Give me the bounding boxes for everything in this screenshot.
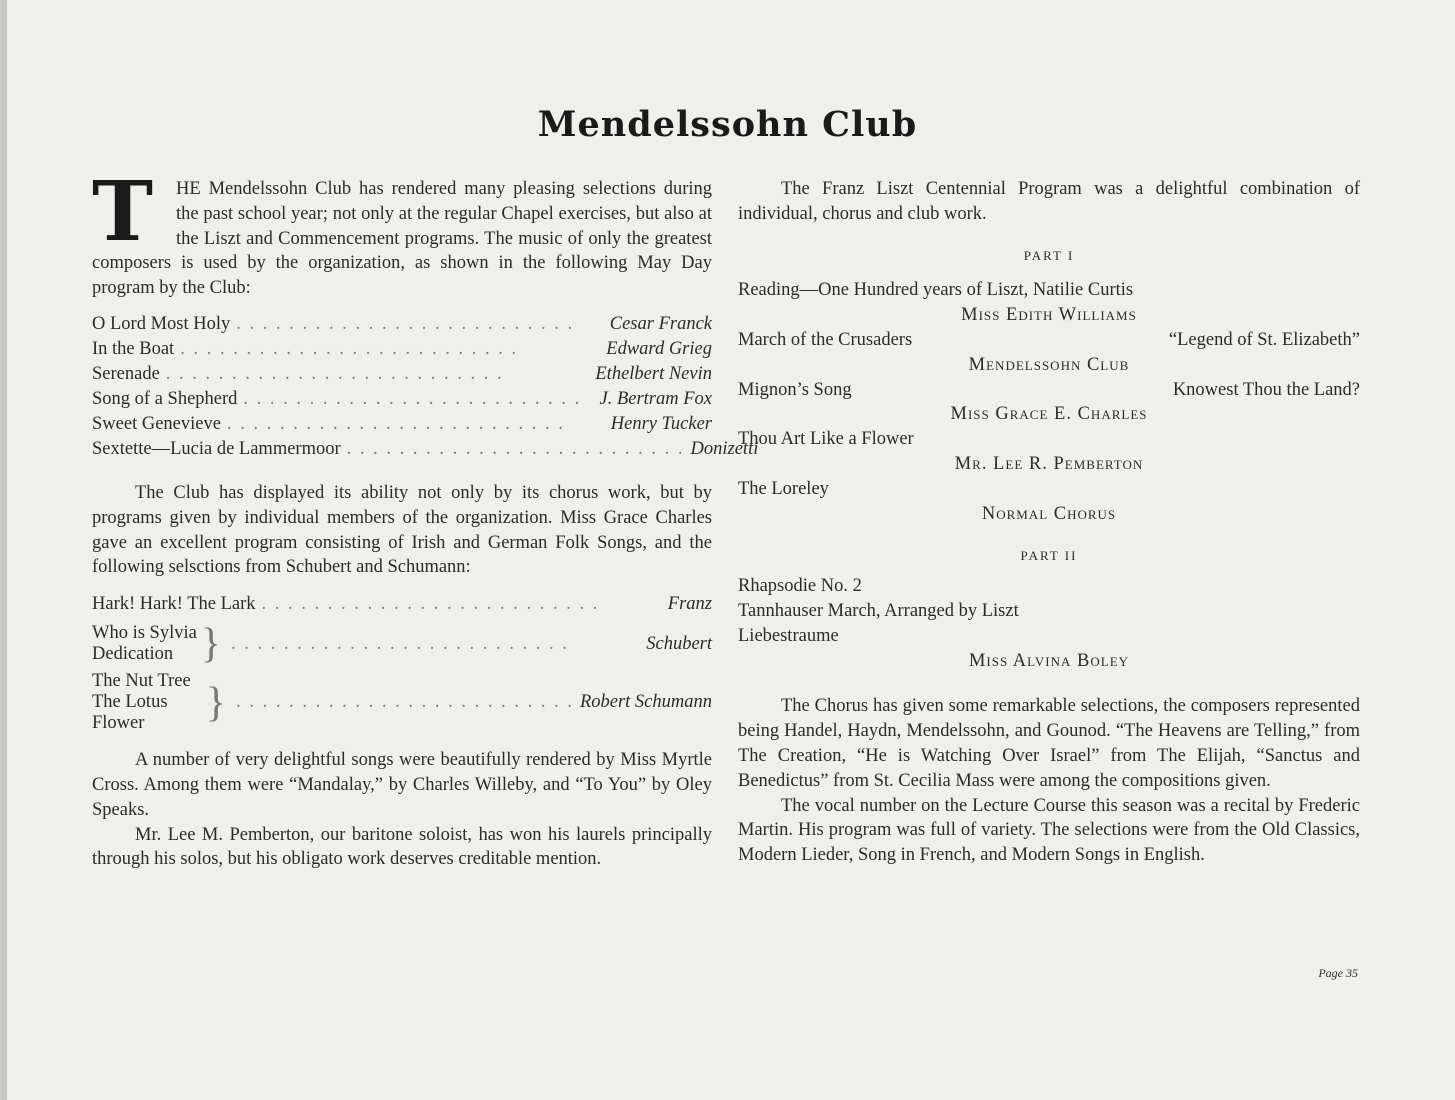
composer: Schubert bbox=[646, 633, 712, 654]
leader-dots: . . . . . . . . . . . . . . . . . . . . . . . . . . bbox=[243, 388, 582, 409]
part1-program bbox=[738, 278, 1360, 526]
program-item bbox=[738, 328, 1360, 353]
may-day-program bbox=[92, 312, 759, 462]
song-title: O Lord Most Holy bbox=[92, 313, 231, 334]
leader-dots: . . . . . . . . . . . . . . . . . . . . . . . . . . bbox=[180, 338, 519, 359]
piece-title: March of the Crusaders bbox=[738, 329, 913, 350]
song-title: Who is Sylvia bbox=[92, 623, 197, 644]
chorus-paragraph: The Chorus has given some remarkable selections, the composers represented being Handel, Haydn, Mendelssohn, and Gounod. “The Heavens are Telling,” from The Creation, “He is Watching Over Israel” from The Elijah, “Sanctus and Benedictus” from St. Cecilia Mass were among the compositions given. bbox=[738, 696, 1360, 791]
myrtle-cross-paragraph: A number of very delightful songs were beautifully rendered by Miss Myrtle Cross. Among them were “Mandalay,” by Charles Willeby, and “To You” by Oley Speaks. bbox=[92, 750, 712, 820]
leader-dots: . . . . . . . . . . . . . . . . . . . . . . . . . . bbox=[346, 438, 685, 459]
program-row bbox=[92, 412, 712, 437]
piece-title: Mignon’s Song bbox=[738, 379, 852, 400]
song-title: Sweet Genevieve bbox=[92, 413, 221, 434]
song-title: Song of a Shepherd bbox=[92, 388, 238, 409]
leader-dots: . . . . . . . . . . . . . . . . . . . . . . . . . . bbox=[236, 313, 575, 334]
performer: Miss Edith Williams bbox=[961, 305, 1137, 326]
song-title: Sextette—Lucia de Lammermoor bbox=[92, 438, 341, 459]
piece-source: “Legend of St. Elizabeth” bbox=[1168, 329, 1360, 350]
song-title: Hark! Hark! The Lark bbox=[92, 594, 256, 615]
composer: Cesar Franck bbox=[609, 313, 712, 334]
leader-dots: . . . . . . . . . . . . . . . . . . . . . . . . . . bbox=[231, 633, 569, 654]
piece-subtitle: Knowest Thou the Land? bbox=[1172, 379, 1360, 400]
vocal-paragraph: The vocal number on the Lecture Course this season was a recital by Frederic Martin. His program was full of variety. The selections were from the Old Classics, Modern Lieder, Song in French, and Modern Songs in English. bbox=[738, 795, 1360, 866]
program-item: Reading—One Hundred years of Liszt, Natilie Curtis bbox=[738, 280, 1134, 301]
leader-dots: . . . . . . . . . . . . . . . . . . . . . . . . . . bbox=[236, 692, 574, 713]
performer: Miss Grace E. Charles bbox=[950, 404, 1148, 425]
leader-dots: . . . . . . . . . . . . . . . . . . . . . . . . . . bbox=[226, 413, 565, 434]
composer: Edward Grieg bbox=[606, 338, 712, 359]
composer: Henry Tucker bbox=[610, 413, 712, 434]
composer: Ethelbert Nevin bbox=[595, 363, 712, 384]
brace: } bbox=[205, 679, 227, 726]
song-title: The Nut Tree bbox=[92, 671, 191, 692]
page-title: Mendelssohn Club bbox=[537, 104, 918, 145]
program-row bbox=[92, 337, 712, 362]
program-item bbox=[738, 378, 1360, 403]
performer: Mendelssohn Club bbox=[968, 354, 1130, 375]
leader-dots: . . . . . . . . . . . . . . . . . . . . . . . . . . bbox=[261, 594, 600, 615]
part-heading: PART I bbox=[1023, 247, 1075, 263]
liszt-intro-paragraph: The Franz Liszt Centennial Program was a delightful combination of individual, chorus and club work. bbox=[738, 179, 1360, 224]
composer: J. Bertram Fox bbox=[599, 388, 712, 409]
brace: } bbox=[200, 621, 222, 668]
intro-text: HE Mendelssohn Club has rendered many pleasing selections during the past school year; not only at the regular Chapel exercises, but also at the Liszt and Commencement programs. The music of only the greatest composers is used by the organization, as shown in the following May Day program by the Club: bbox=[92, 179, 712, 299]
part2-program bbox=[738, 574, 1360, 673]
club-ability-paragraph: The Club has displayed its ability not only by its chorus work, but by programs given by individual members of the organization. Miss Grace Charles gave an excellent program consisting of Irish and German Folk Songs, and the following selsctions from Schubert and Schumann: bbox=[92, 482, 712, 578]
drop-cap: T bbox=[92, 164, 154, 260]
song-title: In the Boat bbox=[92, 338, 175, 359]
page-edge bbox=[0, 0, 7, 1100]
program-row bbox=[92, 312, 712, 337]
song-title: Serenade bbox=[92, 363, 160, 384]
intro-paragraph bbox=[92, 164, 712, 301]
song-group bbox=[92, 621, 712, 668]
composer: Franz bbox=[667, 594, 712, 615]
song-title: The Lotus Flower bbox=[92, 692, 168, 734]
program-row bbox=[92, 387, 712, 412]
program-item: Liebestraume bbox=[738, 625, 839, 646]
pemberton-paragraph: Mr. Lee M. Pemberton, our baritone soloist, has won his laurels principally through his solos, but his obligato work deserves creditable mention. bbox=[92, 824, 712, 870]
page-number: Page 35 bbox=[1318, 966, 1358, 980]
program-item: The Loreley bbox=[738, 478, 829, 499]
program-row bbox=[92, 437, 759, 462]
performer: Mr. Lee R. Pemberton bbox=[954, 453, 1144, 474]
leader-dots: . . . . . . . . . . . . . . . . . . . . . . . . . . bbox=[165, 363, 504, 384]
group-titles bbox=[92, 671, 202, 734]
performer: Miss Alvina Boley bbox=[968, 650, 1130, 671]
song-row bbox=[92, 592, 712, 617]
program-row bbox=[92, 362, 712, 387]
program-item: Rhapsodie No. 2 bbox=[738, 576, 862, 597]
performer: Normal Chorus bbox=[981, 503, 1117, 524]
right-column bbox=[738, 177, 1360, 868]
left-column bbox=[92, 164, 759, 872]
song-title: Dedication bbox=[92, 644, 174, 665]
program-item: Thou Art Like a Flower bbox=[738, 429, 914, 450]
group-titles bbox=[92, 623, 197, 665]
program-item: Tannhauser March, Arranged by Liszt bbox=[738, 600, 1019, 621]
part-heading: PART II bbox=[1020, 548, 1078, 564]
song-group bbox=[92, 671, 712, 734]
composer: Donizetti bbox=[690, 438, 759, 459]
composer: Robert Schumann bbox=[579, 692, 712, 713]
